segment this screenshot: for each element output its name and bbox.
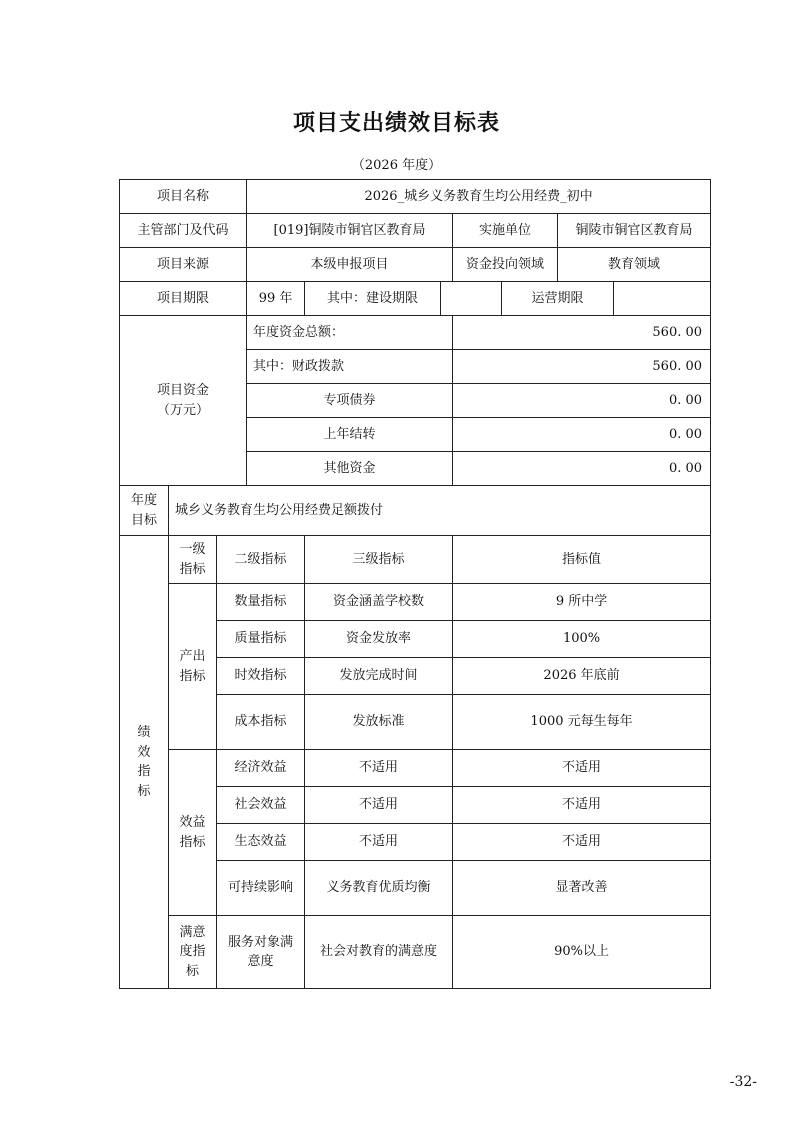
level3-cell: 义务教育优质均衡 <box>305 861 453 916</box>
satisfaction-label-line2: 度指 <box>179 944 206 960</box>
performance-target-table <box>119 179 711 989</box>
impl-value: 铜陵市铜官区教育局 <box>558 214 711 248</box>
funds-row-value: 560. 00 <box>453 350 711 384</box>
level2-cell: 可持续影响 <box>217 861 305 916</box>
benefit-indicator-label <box>169 750 217 916</box>
build-period-value <box>441 282 502 316</box>
level2-cell: 生态效益 <box>217 824 305 861</box>
table-row <box>120 316 711 350</box>
perf-label-char: 绩 <box>137 725 151 740</box>
impl-label: 实施单位 <box>453 214 558 248</box>
funds-row-label: 其他资金 <box>247 452 453 486</box>
benefit-label-line1: 效益 <box>179 815 206 830</box>
funds-row-value: 560. 00 <box>453 316 711 350</box>
level2-cell <box>217 916 305 989</box>
level2-cell: 数量指标 <box>217 584 305 621</box>
value-cell: 不适用 <box>453 750 711 787</box>
level2-cell: 质量指标 <box>217 621 305 658</box>
level2-cell: 成本指标 <box>217 695 305 750</box>
level3-cell: 资金涵盖学校数 <box>305 584 453 621</box>
page-number: -32- <box>729 1074 757 1090</box>
table-row <box>120 536 711 584</box>
perf-label-char: 指 <box>137 764 151 779</box>
satisfaction-indicator-label <box>169 916 217 989</box>
annual-goal-label-line1: 年度 <box>130 493 157 508</box>
level2-cell: 经济效益 <box>217 750 305 787</box>
funds-label <box>120 316 247 486</box>
header-level1-line1: 一级 <box>179 542 206 557</box>
dept-value: [019]铜陵市铜官区教育局 <box>247 214 453 248</box>
table-row <box>120 180 711 214</box>
header-level1-line2: 指标 <box>179 561 206 577</box>
value-cell: 不适用 <box>453 787 711 824</box>
ops-period-value <box>614 282 711 316</box>
funds-row-value: 0. 00 <box>453 452 711 486</box>
annual-goal-value: 城乡义务教育生均公用经费足额拨付 <box>169 486 711 536</box>
value-cell: 1000 元每生每年 <box>453 695 711 750</box>
ops-period-label: 运营期限 <box>502 282 614 316</box>
funds-row-label: 年度资金总额： <box>247 316 453 350</box>
value-cell: 90%以上 <box>453 916 711 989</box>
page-title: 项目支出绩效目标表 <box>292 111 500 136</box>
satisfaction-label-line3: 标 <box>185 963 199 979</box>
annual-goal-label-line2: 目标 <box>130 512 157 528</box>
funds-label-line1: 项目资金 <box>157 383 210 398</box>
level3-cell: 社会对教育的满意度 <box>305 916 453 989</box>
field-label: 资金投向领域 <box>453 248 558 282</box>
level2-cell: 时效指标 <box>217 658 305 695</box>
project-name-value: 2026_城乡义务教育生均公用经费_初中 <box>247 180 711 214</box>
funds-row-value: 0. 00 <box>453 418 711 452</box>
level3-cell: 发放完成时间 <box>305 658 453 695</box>
satisfaction-label-line1: 满意 <box>179 924 206 940</box>
perf-label-char: 效 <box>137 744 151 760</box>
header-level2: 二级指标 <box>217 536 305 584</box>
value-cell: 显著改善 <box>453 861 711 916</box>
benefit-label-line2: 指标 <box>179 834 206 850</box>
project-name-label: 项目名称 <box>120 180 247 214</box>
satisfaction-l2-line1: 服务对象满 <box>228 934 294 950</box>
output-label-line2: 指标 <box>179 668 206 684</box>
source-label: 项目来源 <box>120 248 247 282</box>
header-level3: 三级指标 <box>305 536 453 584</box>
level3-cell: 不适用 <box>305 750 453 787</box>
value-cell: 9 所中学 <box>453 584 711 621</box>
value-cell: 100% <box>453 621 711 658</box>
dept-label: 主管部门及代码 <box>120 214 247 248</box>
value-cell: 不适用 <box>453 824 711 861</box>
perf-label-char: 标 <box>137 783 151 799</box>
level2-cell: 社会效益 <box>217 787 305 824</box>
funds-row-label: 上年结转 <box>247 418 453 452</box>
table-row <box>120 916 711 989</box>
period-value: 99 年 <box>247 282 305 316</box>
source-value: 本级申报项目 <box>247 248 453 282</box>
year-subtitle: （2026 年度） <box>351 158 442 173</box>
table-row <box>120 584 711 621</box>
funds-row-value: 0. 00 <box>453 384 711 418</box>
table-row <box>120 750 711 787</box>
funds-row-label: 专项债券 <box>247 384 453 418</box>
output-indicator-label <box>169 584 217 750</box>
satisfaction-l2-line2: 意度 <box>247 954 274 969</box>
table-row <box>120 486 711 536</box>
funds-label-line2: （万元） <box>157 402 210 418</box>
build-period-label: 其中：建设期限 <box>305 282 441 316</box>
table-row <box>120 248 711 282</box>
value-cell: 2026 年底前 <box>453 658 711 695</box>
level3-cell: 不适用 <box>305 787 453 824</box>
header-level1 <box>169 536 217 584</box>
header-value: 指标值 <box>453 536 711 584</box>
table-row <box>120 214 711 248</box>
perf-label <box>120 536 169 989</box>
field-value: 教育领域 <box>558 248 711 282</box>
funds-row-label: 其中：财政拨款 <box>247 350 453 384</box>
level3-cell: 资金发放率 <box>305 621 453 658</box>
period-label: 项目期限 <box>120 282 247 316</box>
annual-goal-label <box>120 486 169 536</box>
output-label-line1: 产出 <box>179 649 206 664</box>
level3-cell: 不适用 <box>305 824 453 861</box>
level3-cell: 发放标准 <box>305 695 453 750</box>
table-row <box>120 282 711 316</box>
